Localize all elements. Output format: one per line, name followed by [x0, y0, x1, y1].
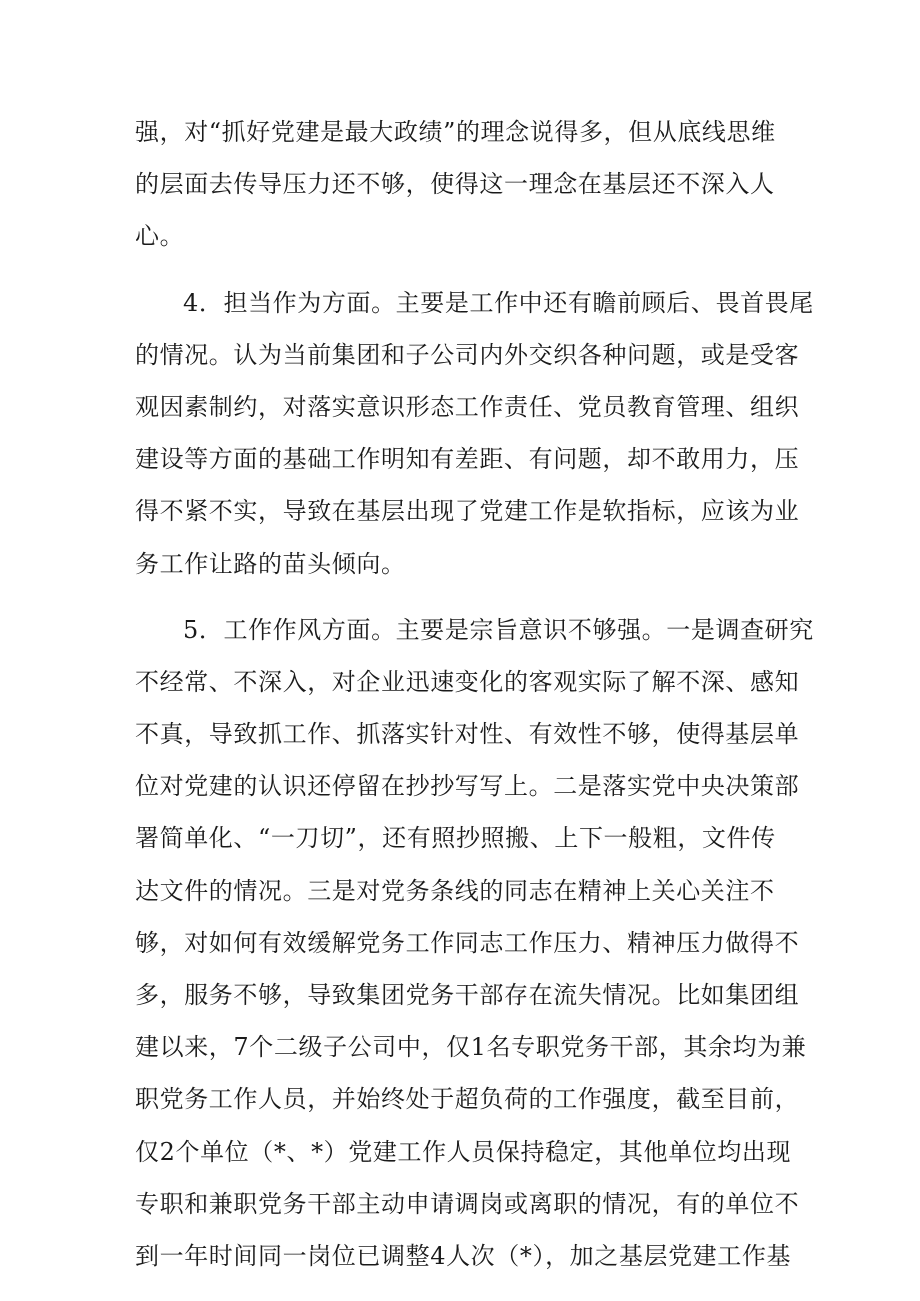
text-line: 建设等方面的基础工作明知有差距、有问题，却不敢用力，压: [135, 445, 800, 474]
text-line: 仅2个单位（*、*）党建工作人员保持稳定，其他单位均出现: [135, 1137, 792, 1166]
text-line: 不真，导致抓工作、抓落实针对性、有效性不够，使得基层单: [135, 720, 800, 749]
paragraph-gap: [135, 263, 785, 277]
text-line: 署简单化、“一刀切”，还有照抄照搬、上下一般粗，文件传: [135, 824, 776, 853]
text-line: 心。: [135, 222, 185, 251]
text-line: 强，对“抓好党建是最大政绩”的理念说得多，但从底线思维: [135, 118, 776, 146]
text-line: 位对党建的认识还停留在抄抄写写上。二是落实党中央决策部: [135, 772, 800, 801]
text-line: 达文件的情况。三是对党务条线的同志在精神上关心关注不: [135, 876, 775, 905]
document-body: [135, 106, 814, 1282]
paragraph-gap: [135, 590, 785, 604]
text-line: 专职和兼职党务干部主动申请调岗或离职的情况，有的单位不: [135, 1189, 800, 1218]
text-line: 的情况。认为当前集团和子公司内外交织各种问题，或是受客: [135, 340, 800, 369]
text-line: 观因素制约，对落实意识形态工作责任、党员教育管理、组织: [135, 392, 800, 421]
text-line: 得不紧不实，导致在基层出现了党建工作是软指标，应该为业: [135, 497, 800, 526]
text-line: 的层面去传导压力还不够，使得这一理念在基层还不深入人: [135, 170, 775, 199]
text-line: 建以来，7个二级子公司中，仅1名专职党务干部，其余均为兼: [135, 1033, 807, 1062]
text-line: 4．担当作为方面。主要是工作中还有瞻前顾后、畏首畏尾: [183, 288, 814, 317]
text-line: 务工作让路的苗头倾向。: [135, 549, 406, 578]
text-line: 职党务工作人员，并始终处于超负荷的工作强度，截至目前，: [135, 1085, 800, 1114]
text-line: 够，对如何有效缓解党务工作同志工作压力、精神压力做得不: [135, 928, 800, 957]
text-line: 到一年时间同一岗位已调整4人次（*），加之基层党建工作基: [135, 1241, 792, 1270]
text-line: 5．工作作风方面。主要是宗旨意识不够强。一是调查研究: [183, 615, 814, 644]
text-line: 多，服务不够，导致集团党务干部存在流失情况。比如集团组: [135, 981, 800, 1009]
text-line: 不经常、不深入，对企业迅速变化的客观实际了解不深、感知: [135, 667, 800, 696]
